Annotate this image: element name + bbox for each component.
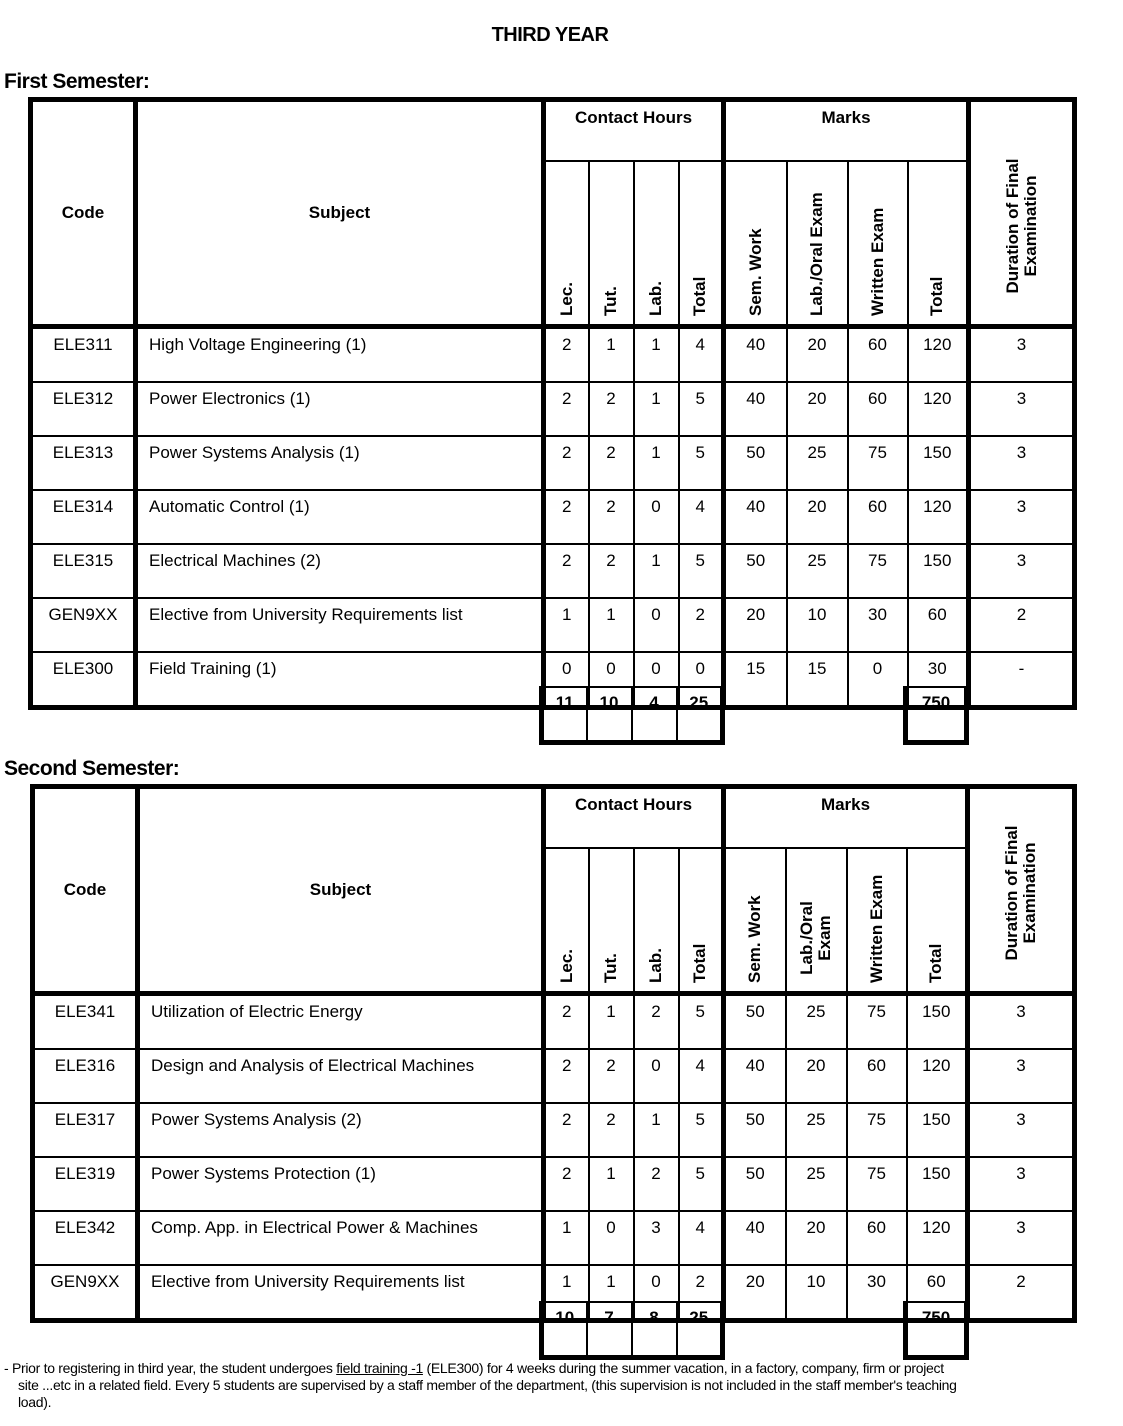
field-training-link: field training -1	[336, 1360, 423, 1376]
table-row	[33, 994, 1075, 1050]
total-marks: 750	[906, 687, 967, 743]
table-row	[33, 1103, 1075, 1157]
lab-oral-cell: 20	[786, 1049, 847, 1103]
lab-oral-cell: 25	[787, 544, 848, 598]
contact-total-cell: 5	[679, 1103, 724, 1157]
header-sem-work: Sem. Work	[724, 848, 786, 994]
lab-cell: 0	[634, 1265, 679, 1321]
lab-oral-cell: 10	[786, 1265, 847, 1321]
tut-cell: 1	[589, 598, 634, 652]
subject-cell: High Voltage Engineering (1)	[136, 327, 544, 383]
code-cell: ELE342	[33, 1211, 138, 1265]
tut-cell: 1	[589, 994, 634, 1050]
header-marks: Marks	[724, 100, 969, 162]
header-lab-oral: Lab./Oral Exam	[786, 848, 847, 994]
second-semester-table	[30, 784, 1077, 1323]
marks-total-cell: 150	[908, 544, 969, 598]
contact-total-cell: 2	[679, 1265, 724, 1321]
sem-work-cell: 40	[724, 490, 787, 544]
header-marks-total: Total	[908, 161, 969, 327]
subject-cell: Power Electronics (1)	[136, 382, 544, 436]
lab-cell: 3	[634, 1211, 679, 1265]
sem-work-cell: 50	[724, 544, 787, 598]
lab-oral-cell: 20	[787, 490, 848, 544]
footnote	[4, 1360, 1114, 1411]
total-lec: 10	[542, 1302, 587, 1358]
lab-cell: 1	[634, 382, 679, 436]
duration-cell: 3	[968, 1211, 1075, 1265]
table-row	[31, 598, 1075, 652]
subject-cell: Power Systems Analysis (2)	[138, 1103, 544, 1157]
tut-cell: 2	[589, 544, 634, 598]
sem-work-cell: 20	[724, 598, 787, 652]
lab-cell: 1	[634, 327, 679, 383]
lec-cell: 2	[544, 1103, 589, 1157]
header-tut: Tut.	[589, 161, 634, 327]
total-lec: 11	[542, 687, 587, 743]
code-cell: ELE314	[31, 490, 136, 544]
lec-cell: 1	[544, 1265, 589, 1321]
lab-cell: 2	[634, 994, 679, 1050]
lab-oral-cell: 20	[787, 327, 848, 383]
first-semester-label: First Semester:	[4, 70, 150, 93]
contact-total-cell: 4	[679, 1049, 724, 1103]
lab-cell: 0	[634, 490, 679, 544]
tut-cell: 1	[589, 1157, 634, 1211]
tut-cell: 0	[589, 1211, 634, 1265]
code-cell: GEN9XX	[31, 598, 136, 652]
code-cell: ELE315	[31, 544, 136, 598]
marks-total-cell: 60	[908, 598, 969, 652]
table-row	[33, 1049, 1075, 1103]
lab-oral-cell: 20	[786, 1211, 847, 1265]
duration-cell: 3	[969, 382, 1075, 436]
written-cell: 75	[847, 1103, 907, 1157]
table-row	[31, 327, 1075, 383]
header-duration: Duration of Final Examination	[969, 100, 1075, 327]
written-cell: 75	[847, 994, 907, 1050]
tut-cell: 0	[589, 652, 634, 708]
header-lec: Lec.	[544, 848, 589, 994]
sem-work-cell: 50	[724, 1157, 786, 1211]
lab-cell: 2	[634, 1157, 679, 1211]
contact-total-cell: 5	[679, 544, 724, 598]
code-cell: ELE341	[33, 994, 138, 1050]
duration-cell: 3	[968, 1157, 1075, 1211]
written-cell: 30	[847, 1265, 907, 1321]
sem-work-cell: 15	[724, 652, 787, 708]
first-semester-table	[28, 97, 1077, 710]
duration-cell: 3	[969, 327, 1075, 383]
total-tut: 7	[587, 1302, 632, 1358]
marks-total-cell: 150	[907, 994, 968, 1050]
total-contact: 25	[677, 1302, 723, 1358]
tut-cell: 1	[589, 327, 634, 383]
header-duration: Duration of Final Examination	[968, 787, 1075, 994]
code-cell: ELE316	[33, 1049, 138, 1103]
duration-cell: 3	[968, 1049, 1075, 1103]
header-lec: Lec.	[544, 161, 589, 327]
contact-total-cell: 5	[679, 994, 724, 1050]
sem-work-cell: 50	[724, 994, 786, 1050]
lec-cell: 1	[544, 598, 589, 652]
header-contact-total: Total	[679, 848, 724, 994]
first-semester-marks-total	[903, 686, 969, 745]
lab-cell: 1	[634, 544, 679, 598]
lec-cell: 2	[544, 382, 589, 436]
written-cell: 60	[848, 382, 908, 436]
written-cell: 75	[848, 436, 908, 490]
total-lab: 4	[632, 687, 677, 743]
footnote-prefix: - Prior to registering in third year, the student undergoes	[4, 1360, 337, 1376]
contact-total-cell: 5	[679, 1157, 724, 1211]
duration-cell: -	[969, 652, 1075, 708]
duration-cell: 2	[968, 1265, 1075, 1321]
header-sem-work: Sem. Work	[724, 161, 787, 327]
marks-total-cell: 120	[907, 1049, 968, 1103]
lec-cell: 2	[544, 1049, 589, 1103]
total-marks: 750	[906, 1302, 967, 1358]
subject-cell: Utilization of Electric Energy	[138, 994, 544, 1050]
duration-cell: 3	[969, 490, 1075, 544]
lec-cell: 0	[544, 652, 589, 708]
lab-cell: 0	[634, 598, 679, 652]
subject-cell: Automatic Control (1)	[136, 490, 544, 544]
tut-cell: 1	[589, 1265, 634, 1321]
total-lab: 8	[632, 1302, 677, 1358]
written-cell: 60	[847, 1211, 907, 1265]
code-cell: ELE300	[31, 652, 136, 708]
lab-cell: 0	[634, 652, 679, 708]
tut-cell: 2	[589, 1103, 634, 1157]
written-cell: 60	[848, 327, 908, 383]
header-code: Code	[33, 787, 138, 994]
marks-total-cell: 120	[907, 1211, 968, 1265]
marks-total-cell: 150	[907, 1157, 968, 1211]
tut-cell: 2	[589, 1049, 634, 1103]
sem-work-cell: 50	[724, 436, 787, 490]
subject-cell: Field Training (1)	[136, 652, 544, 708]
tut-cell: 2	[589, 490, 634, 544]
footnote-line-3: load).	[18, 1394, 52, 1410]
second-semester-label: Second Semester:	[4, 757, 180, 780]
subject-cell: Comp. App. in Electrical Power & Machines	[138, 1211, 544, 1265]
subject-cell: Power Systems Analysis (1)	[136, 436, 544, 490]
contact-total-cell: 4	[679, 1211, 724, 1265]
lab-oral-cell: 15	[787, 652, 848, 708]
header-written: Written Exam	[848, 161, 908, 327]
sem-work-cell: 40	[724, 1211, 786, 1265]
contact-total-cell: 2	[679, 598, 724, 652]
lab-oral-cell: 25	[786, 1103, 847, 1157]
page-title: THIRD YEAR	[491, 24, 609, 46]
tut-cell: 2	[589, 436, 634, 490]
duration-cell: 3	[969, 544, 1075, 598]
sem-work-cell: 40	[724, 382, 787, 436]
header-marks-total: Total	[907, 848, 968, 994]
table-row	[33, 1157, 1075, 1211]
written-cell: 30	[848, 598, 908, 652]
header-marks: Marks	[724, 787, 968, 849]
header-lab: Lab.	[634, 161, 679, 327]
subject-cell: Power Systems Protection (1)	[138, 1157, 544, 1211]
total-tut: 10	[587, 687, 632, 743]
marks-total-cell: 30	[908, 652, 969, 708]
table-row	[31, 490, 1075, 544]
subject-cell: Elective from University Requirements list	[138, 1265, 544, 1321]
lec-cell: 2	[544, 544, 589, 598]
lec-cell: 2	[544, 327, 589, 383]
subject-cell: Design and Analysis of Electrical Machines	[138, 1049, 544, 1103]
marks-total-cell: 150	[907, 1103, 968, 1157]
duration-cell: 2	[969, 598, 1075, 652]
sem-work-cell: 40	[724, 1049, 786, 1103]
lab-cell: 0	[634, 1049, 679, 1103]
duration-cell: 3	[968, 994, 1075, 1050]
sem-work-cell: 50	[724, 1103, 786, 1157]
subject-cell: Elective from University Requirements list	[136, 598, 544, 652]
marks-total-cell: 120	[908, 327, 969, 383]
tut-cell: 2	[589, 382, 634, 436]
header-lab: Lab.	[634, 848, 679, 994]
written-cell: 0	[848, 652, 908, 708]
contact-total-cell: 0	[679, 652, 724, 708]
header-contact-total: Total	[679, 161, 724, 327]
contact-total-cell: 5	[679, 436, 724, 490]
code-cell: ELE312	[31, 382, 136, 436]
header-tut: Tut.	[589, 848, 634, 994]
code-cell: ELE313	[31, 436, 136, 490]
table-row	[31, 436, 1075, 490]
lab-oral-cell: 25	[787, 436, 848, 490]
marks-total-cell: 60	[907, 1265, 968, 1321]
contact-total-cell: 5	[679, 382, 724, 436]
code-cell: ELE311	[31, 327, 136, 383]
footnote-line-2: site ...etc in a related field. Every 5 students are supervised by a staff member of the department, (this supervision is not included in the staff member's teaching	[18, 1377, 957, 1393]
code-cell: GEN9XX	[33, 1265, 138, 1321]
table-row	[31, 544, 1075, 598]
lab-oral-cell: 25	[786, 994, 847, 1050]
header-lab-oral: Lab./Oral Exam	[787, 161, 848, 327]
second-semester-contact-totals	[539, 1301, 725, 1360]
written-cell: 75	[847, 1157, 907, 1211]
lec-cell: 2	[544, 436, 589, 490]
header-code: Code	[31, 100, 136, 327]
code-cell: ELE319	[33, 1157, 138, 1211]
lec-cell: 1	[544, 1211, 589, 1265]
lab-cell: 1	[634, 436, 679, 490]
written-cell: 60	[847, 1049, 907, 1103]
lab-oral-cell: 10	[787, 598, 848, 652]
marks-total-cell: 120	[908, 382, 969, 436]
second-semester-marks-total	[903, 1301, 969, 1360]
lec-cell: 2	[544, 994, 589, 1050]
lec-cell: 2	[544, 1157, 589, 1211]
written-cell: 75	[848, 544, 908, 598]
duration-cell: 3	[968, 1103, 1075, 1157]
header-written: Written Exam	[847, 848, 907, 994]
table-row	[33, 1211, 1075, 1265]
contact-total-cell: 4	[679, 327, 724, 383]
first-semester-contact-totals	[539, 686, 725, 745]
lab-oral-cell: 25	[786, 1157, 847, 1211]
marks-total-cell: 150	[908, 436, 969, 490]
code-cell: ELE317	[33, 1103, 138, 1157]
marks-total-cell: 120	[908, 490, 969, 544]
table-row	[31, 382, 1075, 436]
contact-total-cell: 4	[679, 490, 724, 544]
header-contact-hours: Contact Hours	[544, 100, 724, 162]
lab-oral-cell: 20	[787, 382, 848, 436]
total-contact: 25	[677, 687, 723, 743]
duration-cell: 3	[969, 436, 1075, 490]
subject-cell: Electrical Machines (2)	[136, 544, 544, 598]
lec-cell: 2	[544, 490, 589, 544]
footnote-after-link: (ELE300) for 4 weeks during the summer vacation, in a factory, company, firm or project	[422, 1360, 944, 1376]
sem-work-cell: 40	[724, 327, 787, 383]
lab-cell: 1	[634, 1103, 679, 1157]
header-subject: Subject	[136, 100, 544, 327]
header-subject: Subject	[138, 787, 544, 994]
sem-work-cell: 20	[724, 1265, 786, 1321]
written-cell: 60	[848, 490, 908, 544]
header-contact-hours: Contact Hours	[544, 787, 724, 849]
